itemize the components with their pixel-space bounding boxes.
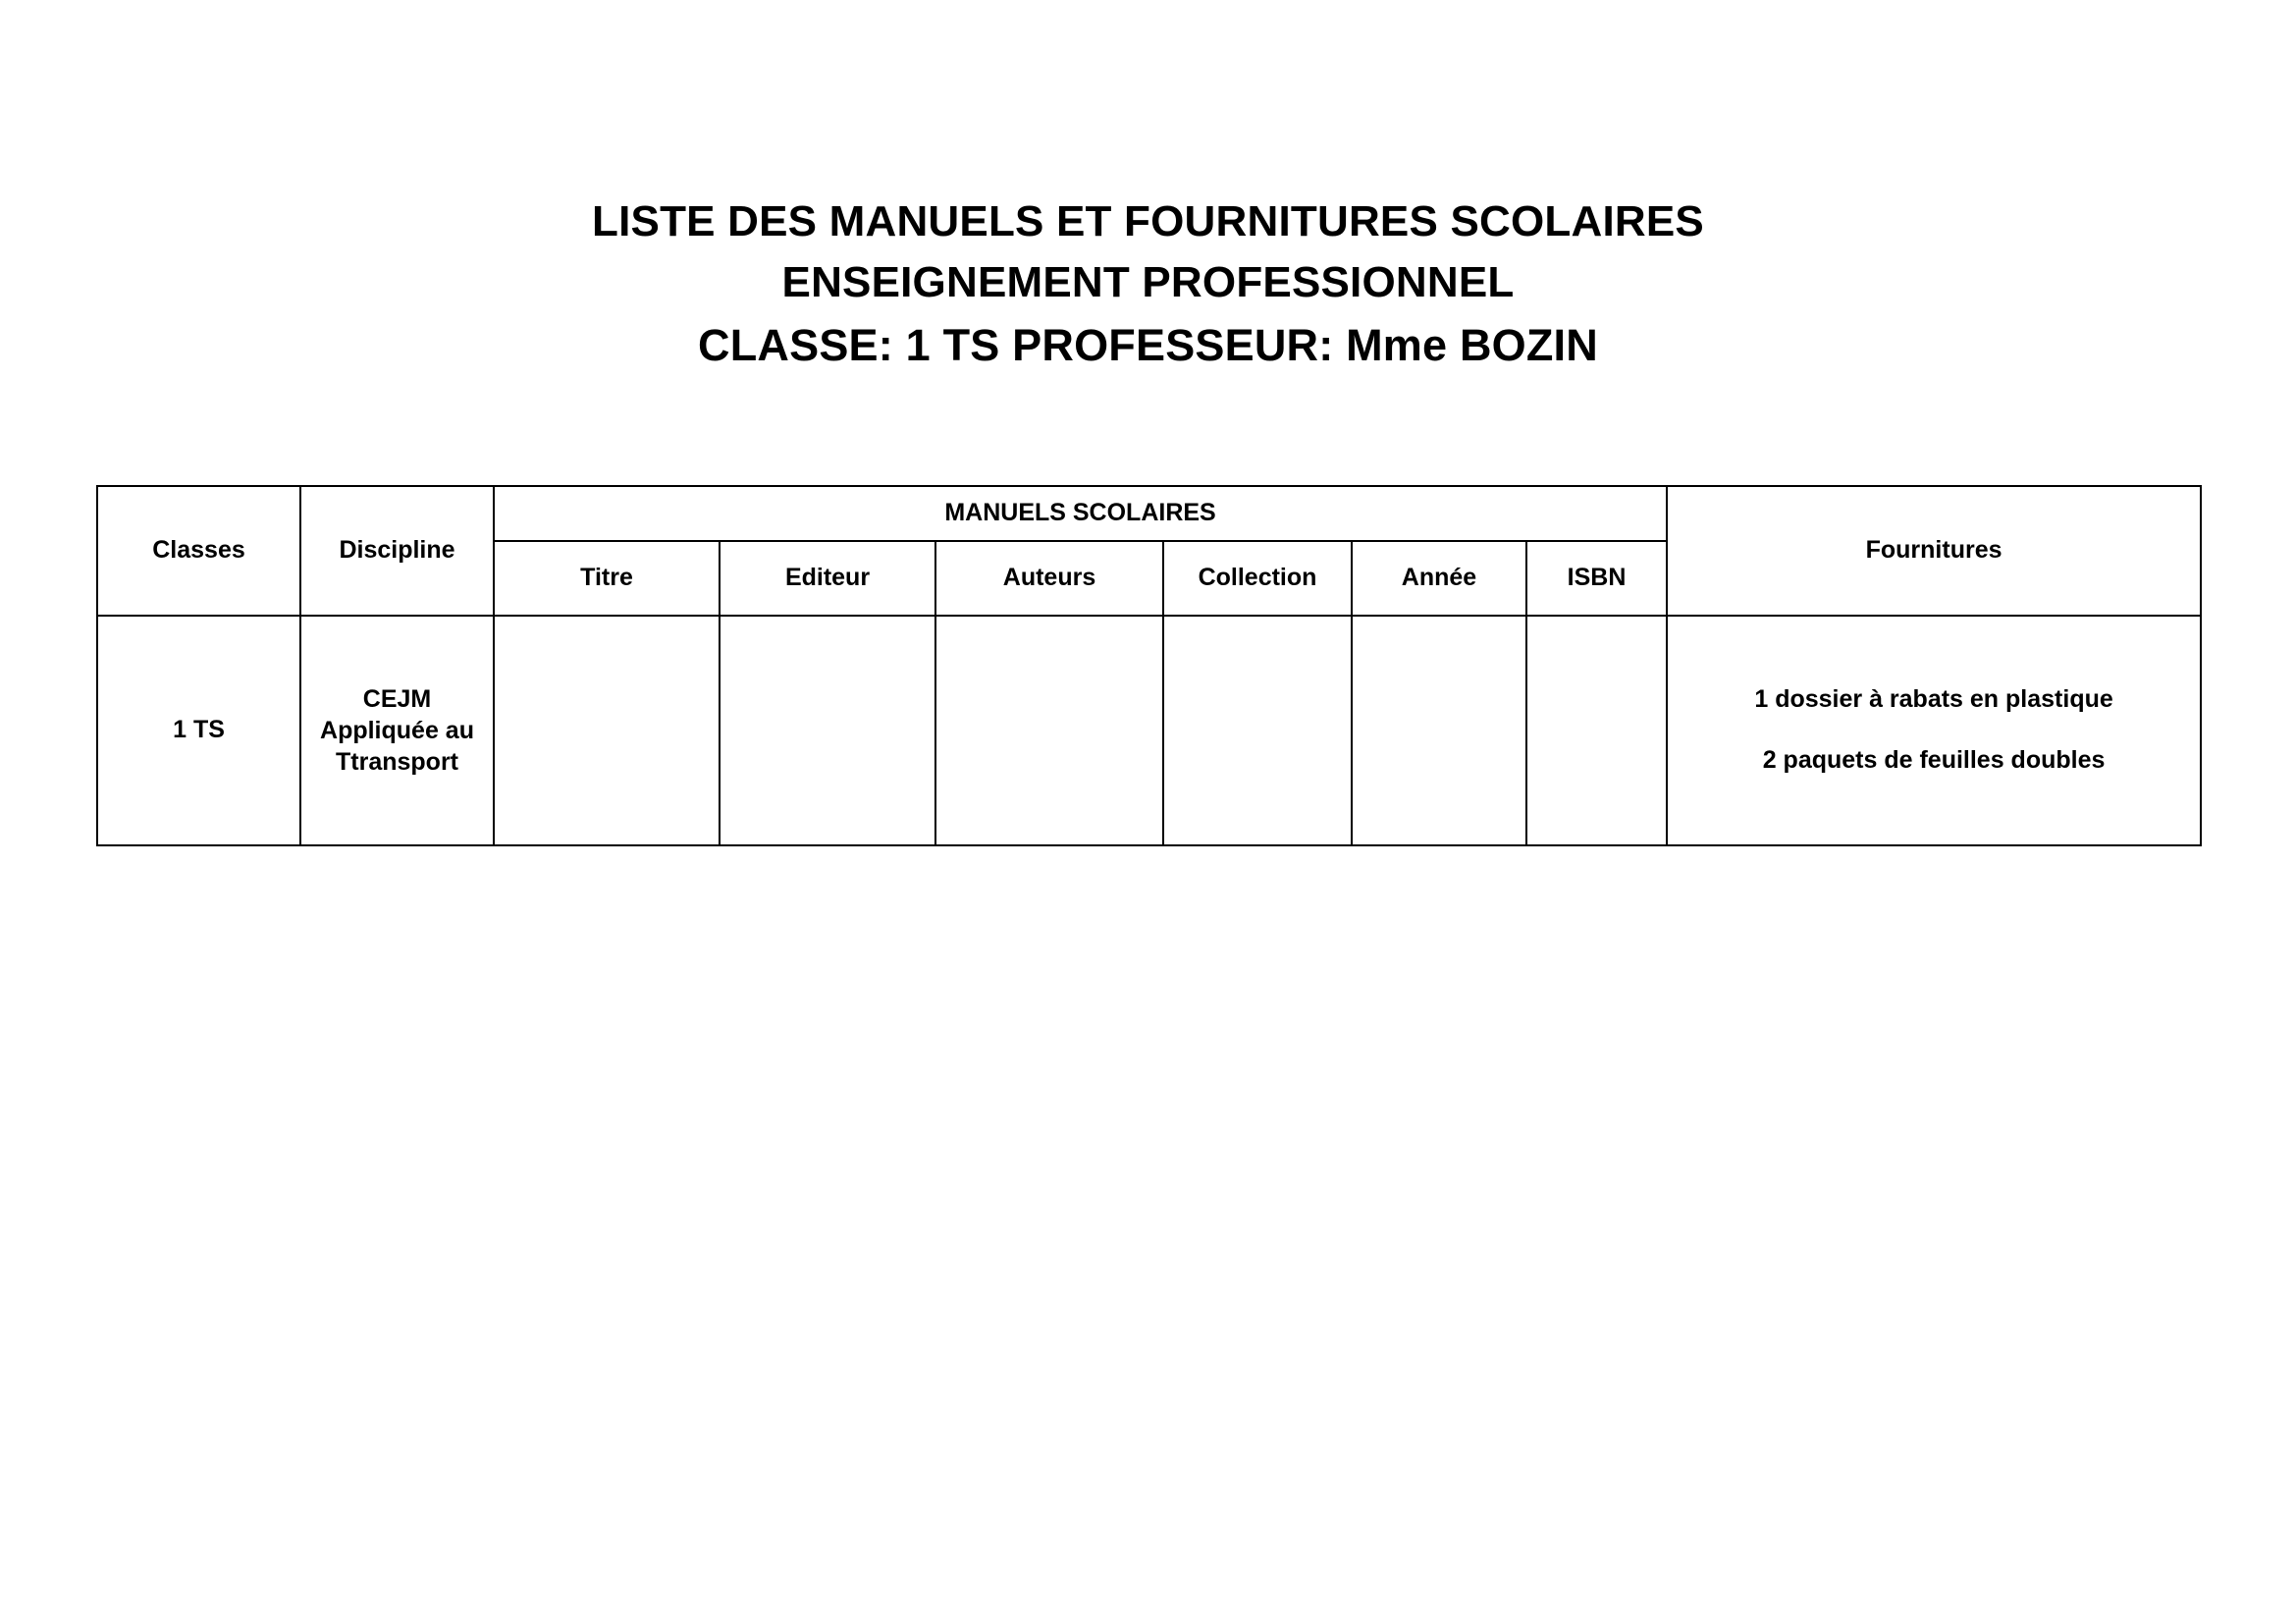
cell-titre [494, 616, 720, 845]
cell-discipline: CEJM Appliquée au Ttransport [300, 616, 494, 845]
table-head [97, 486, 2201, 616]
page-title-line-3: CLASSE: 1 TS PROFESSEUR: Mme BOZIN [698, 319, 1598, 370]
books-supplies-table [96, 485, 2202, 846]
cell-auteurs [935, 616, 1163, 845]
table-body [97, 616, 2201, 845]
col-header-fournitures: Fournitures [1667, 486, 2201, 616]
col-header-classes: Classes [97, 486, 300, 616]
fourniture-item: 2 paquets de feuilles doubles [1762, 746, 2106, 775]
table-header-row-1 [97, 486, 2201, 541]
cell-editeur [720, 616, 935, 845]
col-header-editeur: Editeur [720, 541, 935, 616]
col-header-discipline: Discipline [300, 486, 494, 616]
books-table-wrapper [0, 485, 2296, 846]
col-header-isbn: ISBN [1526, 541, 1667, 616]
cell-classes: 1 TS [97, 616, 300, 845]
cell-annee [1352, 616, 1526, 845]
fourniture-item: 1 dossier à rabats en plastique [1754, 685, 2113, 714]
col-header-group-manuels: MANUELS SCOLAIRES [494, 486, 1667, 541]
cell-isbn [1526, 616, 1667, 845]
document-title-block [0, 0, 2296, 377]
cell-collection [1163, 616, 1352, 845]
table-row [97, 616, 2201, 845]
page-title-line-2: ENSEIGNEMENT PROFESSIONNEL [781, 258, 1515, 307]
page-title-line-1: LISTE DES MANUELS ET FOURNITURES SCOLAIRES [592, 197, 1704, 245]
col-header-annee: Année [1352, 541, 1526, 616]
col-header-auteurs: Auteurs [935, 541, 1163, 616]
cell-fournitures [1667, 616, 2201, 845]
col-header-titre: Titre [494, 541, 720, 616]
col-header-collection: Collection [1163, 541, 1352, 616]
